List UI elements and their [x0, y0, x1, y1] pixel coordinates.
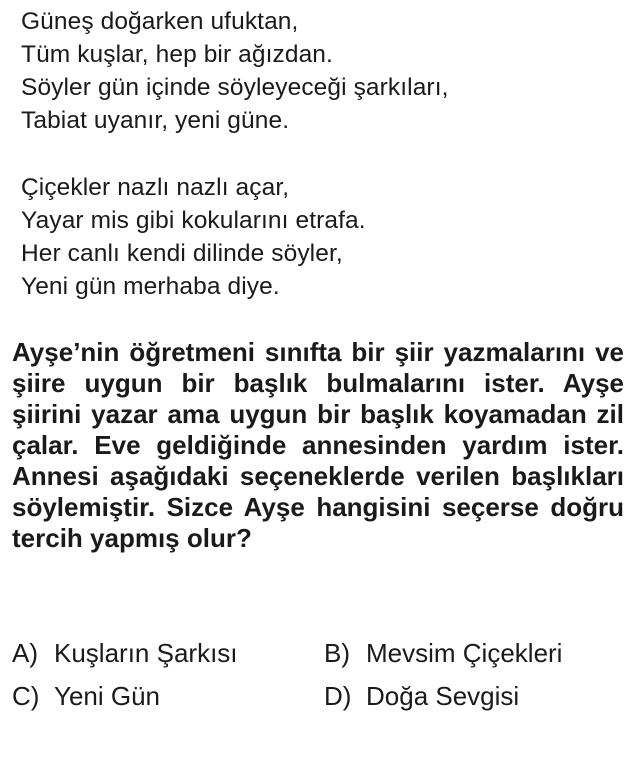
options-row-1 — [12, 632, 624, 675]
option-letter: C) — [12, 681, 40, 711]
option-letter: A) — [12, 638, 38, 668]
poem-line: Yeni gün merhaba diye. — [21, 273, 280, 300]
answer-options — [12, 632, 624, 718]
option-letter: D) — [324, 681, 352, 711]
option-d[interactable] — [324, 675, 519, 718]
question-text: Ayşe’nin öğretmeni sınıfta bir şiir yazmalarını ve şiire uygun bir başlık bulmalarını ister. Ayşe şiirini yazar ama uygun bir başlık koyamadan zil çalar. Eve geldiğinde annesinden yardım ister. Annesi aşağıdaki seçeneklerde verilen başlıkları söylemiştir. Sizce Ayşe hangisini seçerse doğru tercih yapmış olur? — [12, 337, 624, 553]
option-text: Kuşların Şarkısı — [54, 638, 238, 668]
option-text: Yeni Gün — [54, 681, 161, 711]
option-letter: B) — [324, 638, 350, 668]
poem-line: Güneş doğarken ufuktan, — [21, 8, 299, 35]
poem-line: Yayar mis gibi kokularını etrafa. — [21, 207, 366, 234]
poem-line: Tüm kuşlar, hep bir ağızdan. — [21, 41, 333, 68]
options-row-2 — [12, 675, 624, 718]
poem-line: Söyler gün içinde söyleyeceği şarkıları, — [21, 74, 449, 101]
option-text: Doğa Sevgisi — [366, 681, 520, 711]
poem-line: Tabiat uyanır, yeni güne. — [21, 107, 290, 134]
option-a[interactable] — [12, 632, 324, 675]
poem-stanza-1 — [21, 5, 449, 137]
poem-line: Her canlı kendi dilinde söyler, — [21, 240, 343, 267]
poem-stanza-2 — [21, 171, 366, 303]
option-b[interactable] — [324, 632, 562, 675]
poem-line: Çiçekler nazlı nazlı açar, — [21, 174, 290, 201]
option-c[interactable] — [12, 675, 324, 718]
option-text: Mevsim Çiçekleri — [366, 638, 563, 668]
